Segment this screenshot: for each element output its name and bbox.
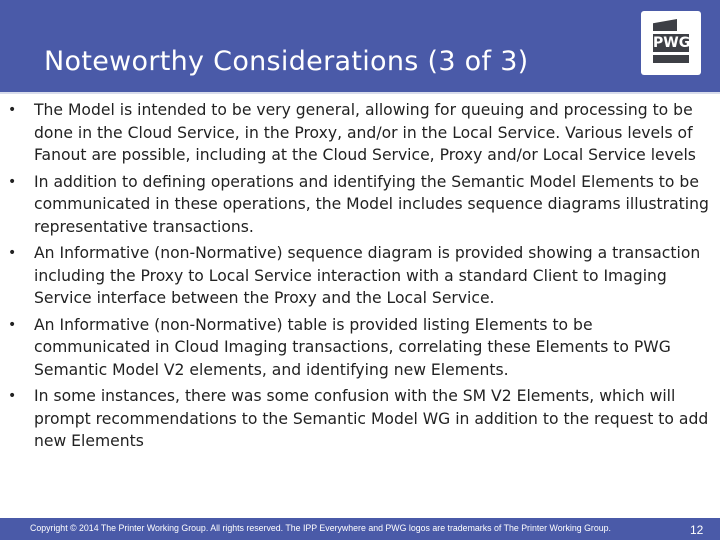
bullet-item bbox=[0, 314, 720, 382]
bullet-item bbox=[0, 385, 720, 453]
bullet-item bbox=[0, 99, 720, 167]
logo-flag-shape bbox=[653, 19, 677, 31]
slide-footer bbox=[0, 518, 720, 540]
bullet-dot-icon: • bbox=[8, 245, 17, 261]
bullet-text: The Model is intended to be very general, allowing for queuing and processing to be done in the Cloud Service, in the Proxy, and/or in the Local Service. Various levels of Fanout are possible, including at the Cloud Service, Proxy and/or Local Service levels bbox=[34, 101, 696, 164]
bullet-text: In addition to defining operations and identifying the Semantic Model Elements to be communicated in these operations, the Model includes sequence diagrams illustrating representative transactions. bbox=[34, 172, 709, 236]
bullet-list bbox=[0, 99, 720, 457]
slide-header bbox=[0, 0, 720, 92]
pwg-logo bbox=[641, 11, 701, 75]
bullet-text: An Informative (non-Normative) table is provided listing Elements to be communicated in Cloud Imaging transactions, correlating these Elements to PWG Semantic Model V2 elements, and identifying new Elements. bbox=[34, 315, 671, 379]
copyright-notice: Copyright © 2014 The Printer Working Group. All rights reserved. The IPP Everywhere and PWG logos are trademarks of The Printer Working Group. bbox=[30, 523, 611, 533]
bullet-item bbox=[0, 171, 720, 239]
bullet-dot-icon: • bbox=[8, 173, 17, 190]
bullet-dot-icon: • bbox=[8, 388, 17, 404]
bullet-text: In some instances, there was some confusion with the SM V2 Elements, which will prompt recommendations to the Semantic Model WG in addition to the request to add new Elements bbox=[34, 387, 709, 450]
page-number: 12 bbox=[690, 523, 704, 537]
bullet-text: An Informative (non-Normative) sequence diagram is provided showing a transaction including the Proxy to Local Service interaction with a standard Client to Imaging Service interface between the Proxy and the Local Service. bbox=[34, 244, 701, 307]
logo-base-shape bbox=[653, 55, 689, 63]
logo-text: PWG bbox=[653, 35, 691, 51]
bullet-dot-icon: • bbox=[8, 316, 17, 333]
header-divider bbox=[0, 92, 720, 94]
bullet-item bbox=[0, 242, 720, 310]
bullet-dot-icon: • bbox=[8, 102, 17, 118]
slide-title: Noteworthy Considerations (3 of 3) bbox=[44, 46, 529, 77]
